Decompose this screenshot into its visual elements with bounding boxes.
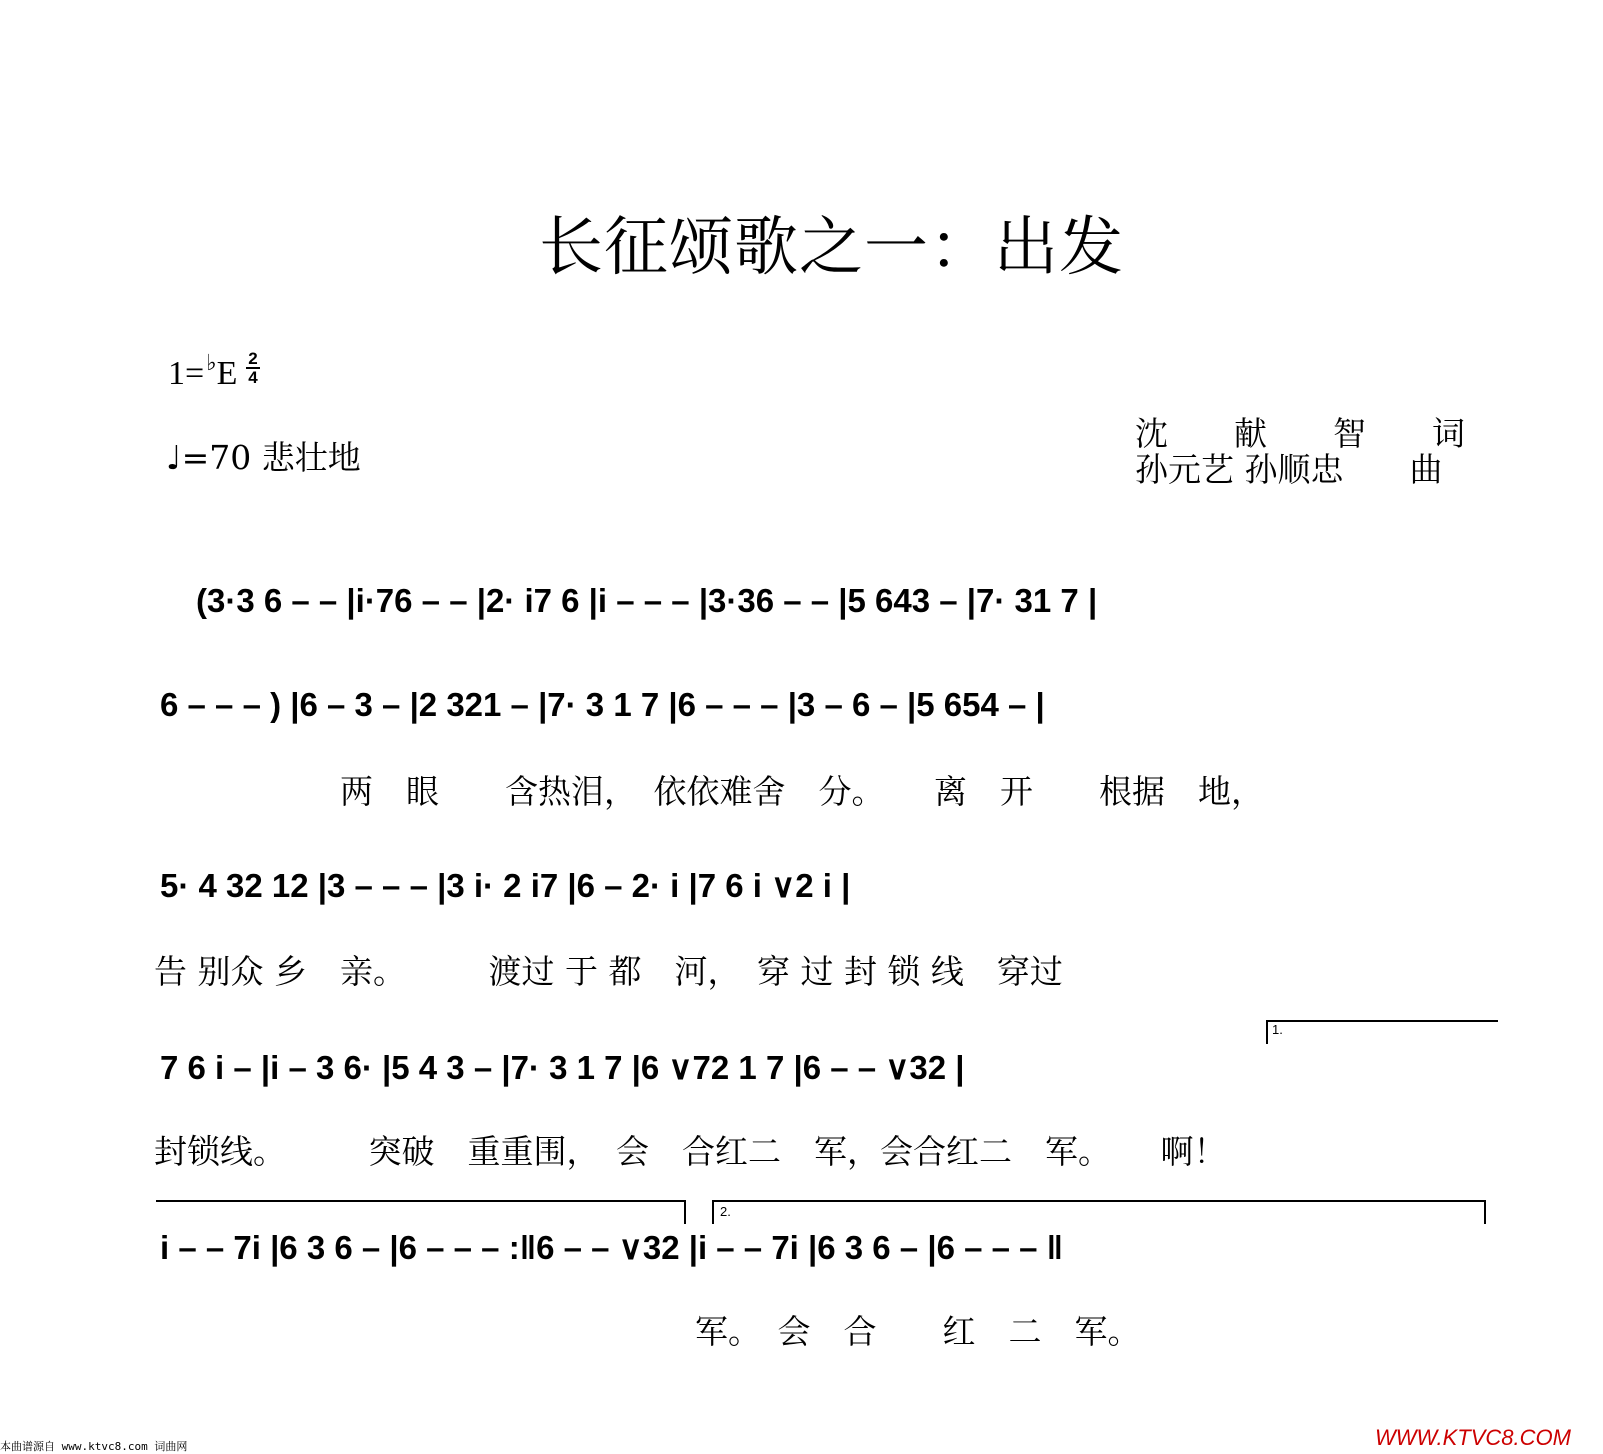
lyrics-line-2: 两 眼 含热泪， 依依难舍 分。 离 开 根据 地， <box>340 772 1264 811</box>
key-letter: E <box>216 355 238 392</box>
page-title: 长征颂歌之一：出发 <box>539 211 1124 285</box>
notation-line-5: i – – 7i |6 3 6 – |6 – – – :‖6 – – ∨32 |i – – 7i |6 3 6 – |6 – – – ‖ <box>160 1229 1064 1266</box>
volta-1-continuation <box>156 1200 686 1224</box>
lyrics-line-5: 军。 会 合 红 二 军。 <box>695 1312 1141 1351</box>
lyrics-line-3: 告 别众 乡 亲。 渡过 于 都 河， 穿 过 封 锁 线 穿过 <box>154 952 1063 991</box>
composer-credit: 孙元艺 孙顺忠 曲 <box>1135 450 1443 489</box>
notation-line-1: (3·3 6 – – |i·76 – – |2· i7 6 |i – – – |3·36 – – |5 643 – |7· 31 7 | <box>196 582 1098 619</box>
footer-watermark: WWW.KTVC8.COM <box>1375 1425 1571 1450</box>
notation-line-3: 5· 4 32 12 |3 – – – |3 i· 2 i7 |6 – 2· i |7 6 i ∨2 i | <box>160 867 851 904</box>
volta-1-label: 1. <box>1272 1022 1283 1037</box>
time-signature-bottom: 4 <box>248 368 258 387</box>
flat-sign: ♭ <box>206 350 217 375</box>
notation-line-2: 6 – – – ) |6 – 3 – |2 321 – |7· 3 1 7 |6 – – – |3 – 6 – |5 654 – | <box>160 686 1045 723</box>
time-signature-top: 2 <box>246 350 260 369</box>
key-signature <box>168 350 237 393</box>
footer-source-text: 本曲谱源自 www.ktvc8.com 词曲网 <box>0 1440 188 1453</box>
volta-2-label: 2. <box>720 1204 731 1219</box>
tempo-marking: ♩=70 悲壮地 <box>166 438 361 477</box>
key-prefix: 1= <box>168 355 205 392</box>
volta-1-bracket <box>1266 1020 1498 1044</box>
notation-line-4: 7 6 i – |i – 3 6· |5 4 3 – |7· 3 1 7 |6 ∨72 1 7 |6 – – ∨32 | <box>160 1049 965 1086</box>
lyricist-credit: 沈 献 智 词 <box>1135 414 1465 453</box>
lyrics-line-4: 封锁线。 突破 重重围， 会 合红二 军，会合红二 军。 啊！ <box>154 1132 1227 1171</box>
time-signature <box>246 350 260 386</box>
volta-2-bracket <box>712 1200 1486 1224</box>
